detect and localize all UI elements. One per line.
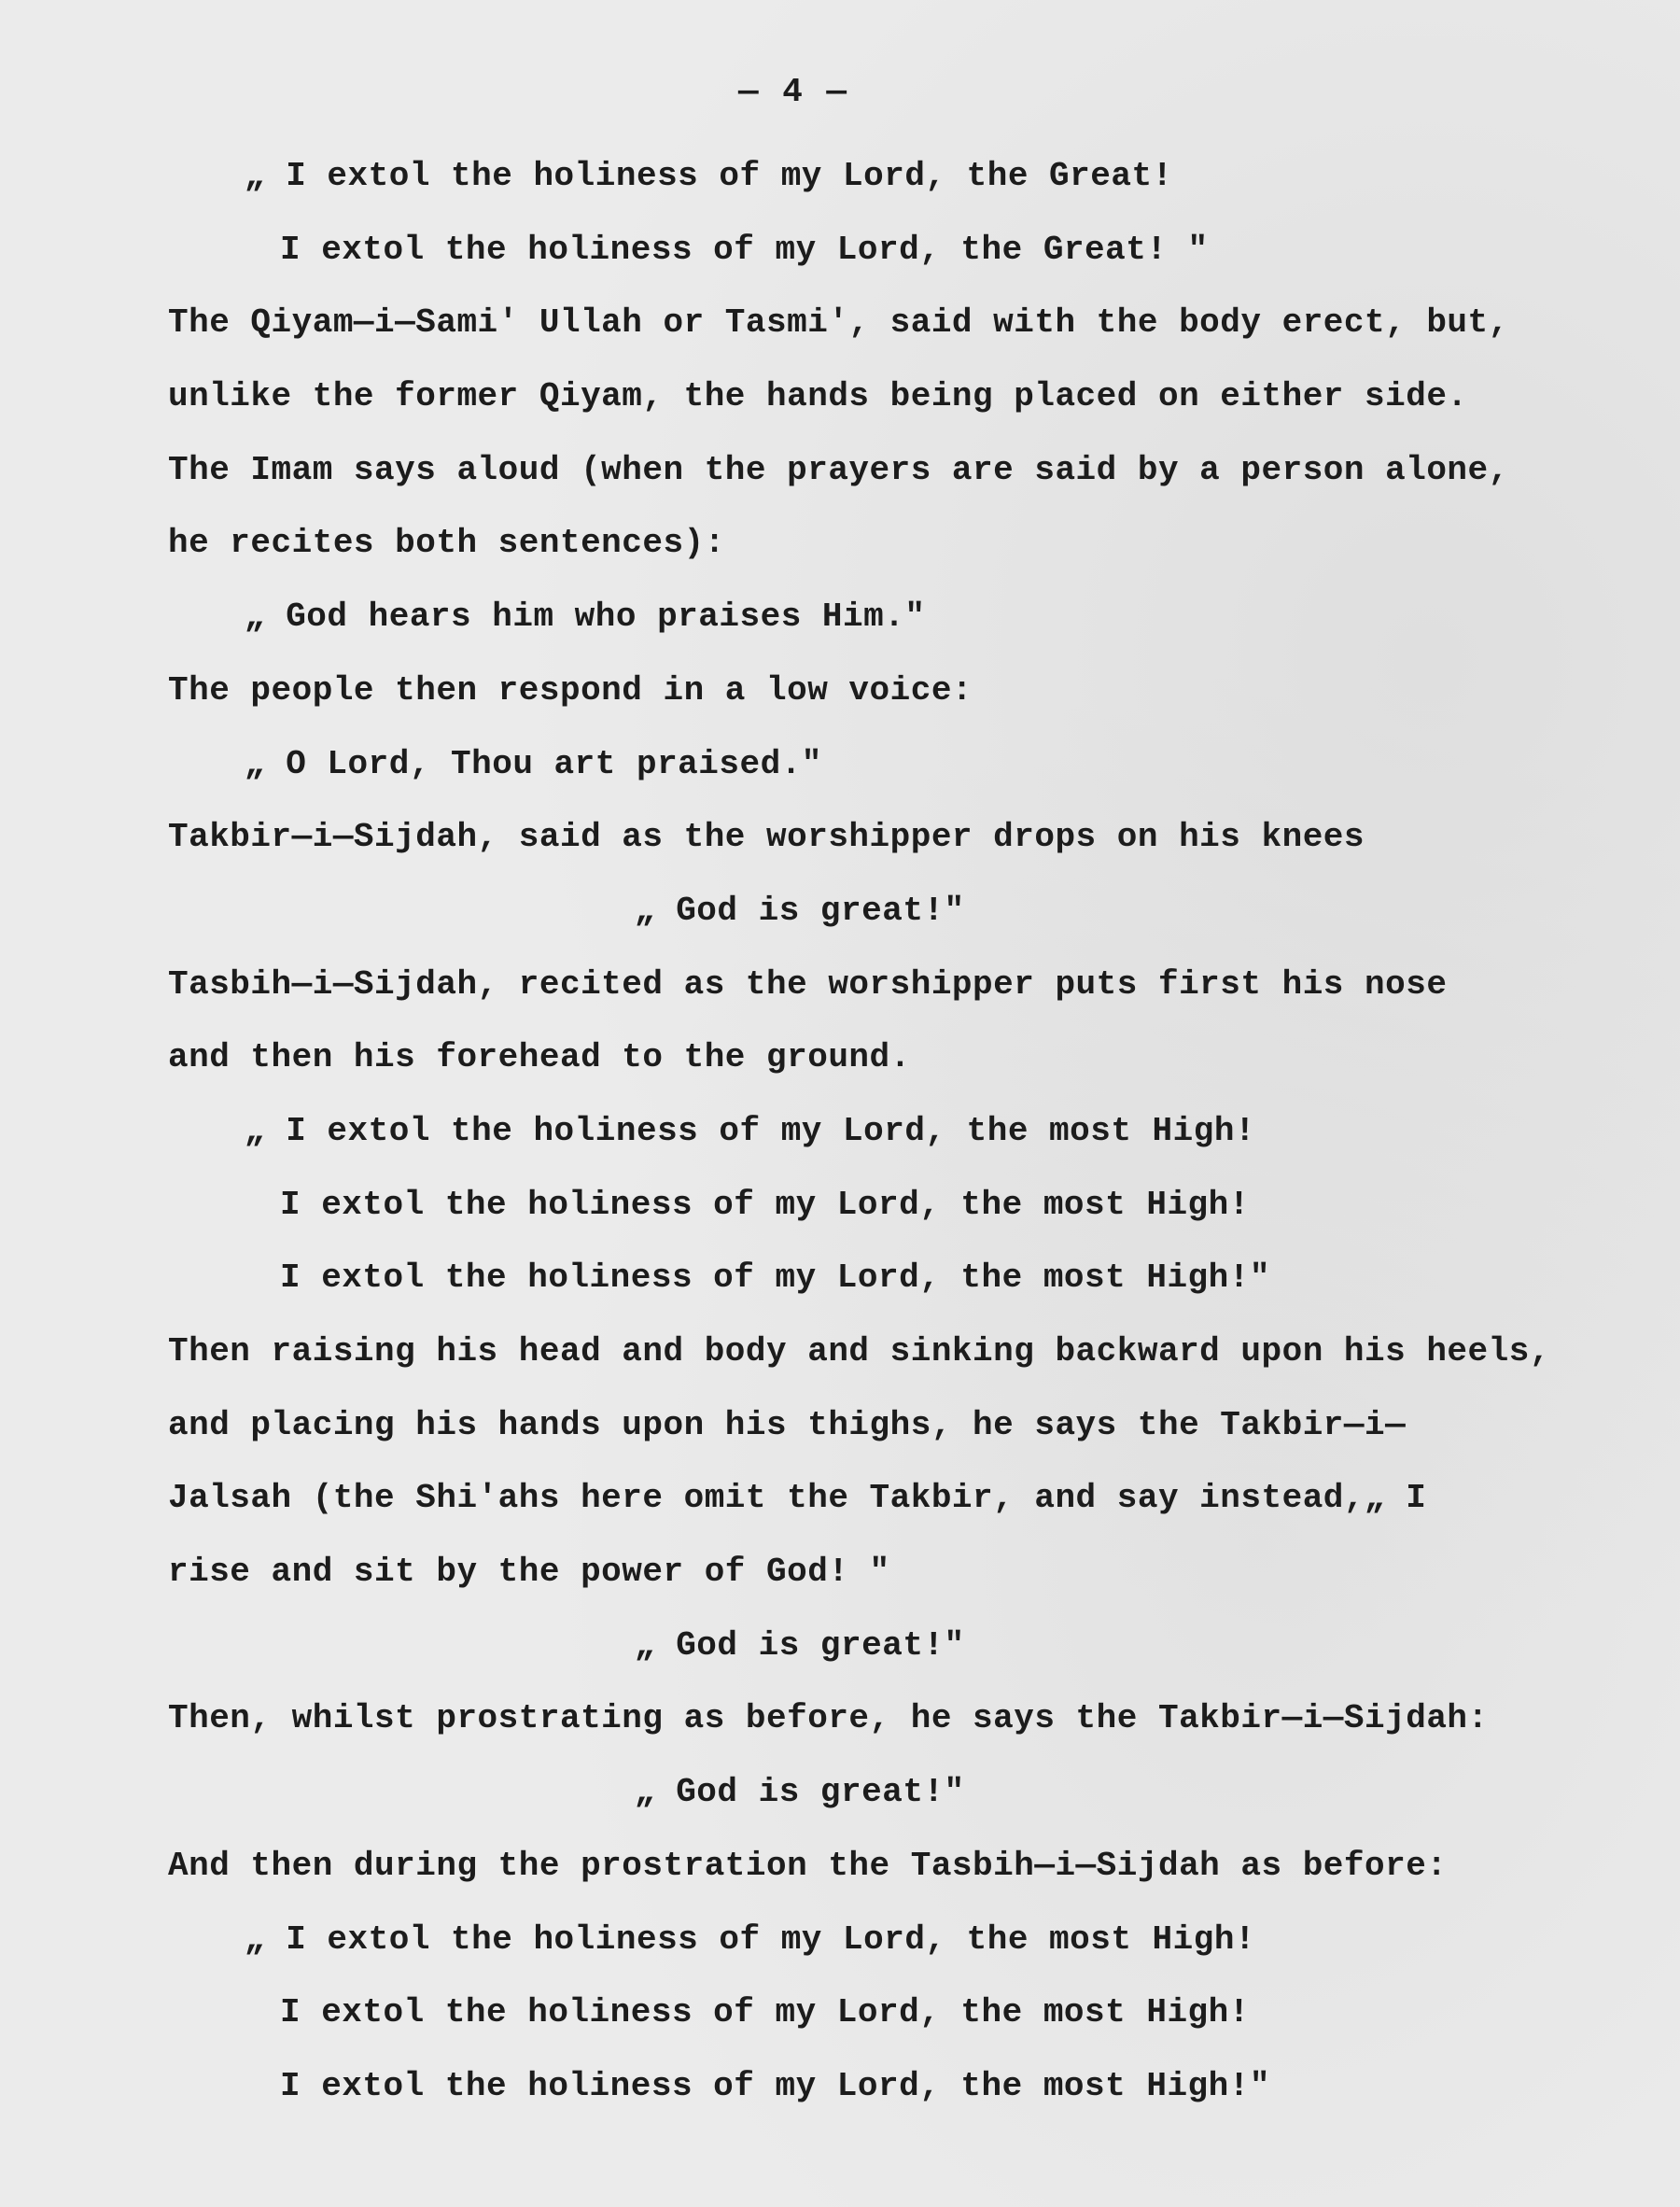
text-line: he recites both sentences): — [168, 524, 725, 563]
text-line: Then raising his head and body and sinking backward upon his heels, — [168, 1332, 1550, 1371]
text-line: Jalsah (the Shi'ahs here omit the Takbir, and say instead,„ I — [168, 1479, 1427, 1518]
text-line: „ I extol the holiness of my Lord, the most High! — [245, 1919, 1256, 1959]
text-line: I extol the holiness of my Lord, the most High!" — [280, 2066, 1270, 2105]
text-line: I extol the holiness of my Lord, the Great! " — [280, 230, 1209, 269]
text-line: I extol the holiness of my Lord, the most High! — [280, 1185, 1250, 1224]
text-line: rise and sit by the power of God! " — [168, 1553, 890, 1592]
text-line: The Imam says aloud (when the prayers are said by a person alone, — [168, 450, 1509, 489]
text-line: „ I extol the holiness of my Lord, the most High! — [245, 1111, 1256, 1150]
text-line: The Qiyam—i—Sami' Ullah or Tasmi', said with the body erect, but, — [168, 303, 1509, 343]
text-line: „ God is great!" — [635, 1773, 965, 1812]
text-line: Tasbih—i—Sijdah, recited as the worshipper puts first his nose — [168, 964, 1448, 1004]
text-line: I extol the holiness of my Lord, the most High! — [280, 1993, 1250, 2032]
text-line: Then, whilst prostrating as before, he says the Takbir—i—Sijdah: — [168, 1699, 1489, 1738]
text-line: „ God hears him who praises Him." — [245, 597, 926, 637]
text-line: „ I extol the holiness of my Lord, the Great! — [245, 157, 1173, 195]
text-line: and then his forehead to the ground. — [168, 1038, 911, 1077]
text-line: „ O Lord, Thou art praised." — [245, 744, 822, 783]
text-body — [0, 140, 1680, 2124]
text-line: „ God is great!" — [635, 891, 965, 930]
text-line: Takbir—i—Sijdah, said as the worshipper drops on his knees — [168, 818, 1365, 857]
text-line: unlike the former Qiyam, the hands being placed on either side. — [168, 377, 1468, 416]
page-number: — 4 — — [737, 73, 849, 111]
text-line: „ God is great!" — [635, 1625, 965, 1665]
text-line: I extol the holiness of my Lord, the most High!" — [280, 1258, 1270, 1298]
text-line: and placing his hands upon his thighs, he says the Takbir—i— — [168, 1405, 1407, 1444]
text-line: The people then respond in a low voice: — [168, 670, 973, 710]
text-line: And then during the prostration the Tasbih—i—Sijdah as before: — [168, 1846, 1448, 1885]
